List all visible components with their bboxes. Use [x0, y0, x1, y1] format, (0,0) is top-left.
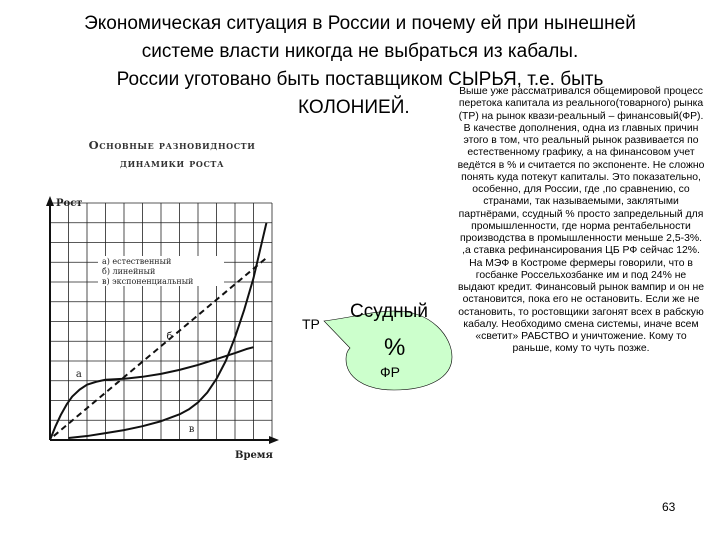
callout-diagram [300, 295, 460, 395]
page-number: 63 [662, 500, 676, 514]
x-axis-label: Время [235, 450, 273, 461]
legend-item-natural: а) естественный [102, 257, 172, 266]
legend-item-exponential: в) экспоненциальный [102, 277, 194, 286]
x-axis-arrow [269, 436, 279, 444]
slide-title [40, 10, 680, 118]
growth-chart [30, 130, 290, 470]
side-text: Выше уже рассматривался общемировой процесс перетока капитала из реального(товарного) рынка (ТР) на рынок квази-реальный – финансовый(ФР). В качестве дополнения, одна из главных причин этого в том, что реальный рынок развивается по естественному графику, а на финансовом учет ведётся в % и считается по экспоненте. Не сложно понять куда потекут капиталы. Это показательно, особенно, для России, где ,по сравнению, со странами, так называемыми, заклятыми партнёрами, ссудный % просто запредельный для промышленности, где норма рентабельности производства в промышленности меньше 2,5-3%. ,а ставка рефинансирования ЦБ РФ сейчас 12%. На МЭФ в Костроме фермеры говорили, что в госбанке Россельхозбанке им и под 24% не выдают кредит. Финансовый рынок вампир и он не остановится, пока его не остановить. Если же не остановить, то ростовщики загонят всех в рабскую кабалу. Необходимо смена системы, иначе всем «светит» РАБСТВО и уничтожение. Кому то раньше, кому то чуть позже. [457, 86, 705, 355]
title-line-1: Экономическая ситуация в России и почему ей при нынешней [84, 13, 636, 34]
loan-label: Ссудный [350, 301, 428, 322]
title-line-4: КОЛОНИЕЙ. [298, 97, 410, 118]
chart-grid [50, 203, 272, 440]
legend-item-linear: б) линейный [102, 267, 156, 276]
series-label-3: в [188, 424, 195, 436]
y-axis-label: Рост [56, 198, 83, 209]
series-label-2: б [166, 331, 173, 343]
chart-caption-line-2: динамики роста [119, 156, 225, 170]
chart-series [50, 223, 268, 440]
percent-sign: % [384, 334, 406, 361]
series-label-1: а [75, 368, 82, 380]
chart-caption-line-1: Основные разновидности [88, 138, 256, 152]
growth-chart-figure [30, 130, 290, 470]
title-line-3: России уготовано быть поставщиком СЫРЬЯ, т.е. быть [116, 69, 604, 90]
financial-market-label: ФР [380, 364, 400, 380]
real-market-label: ТР [302, 316, 320, 332]
y-axis-arrow [46, 196, 54, 206]
title-line-2: системе власти никогда не выбраться из кабалы. [141, 41, 579, 62]
